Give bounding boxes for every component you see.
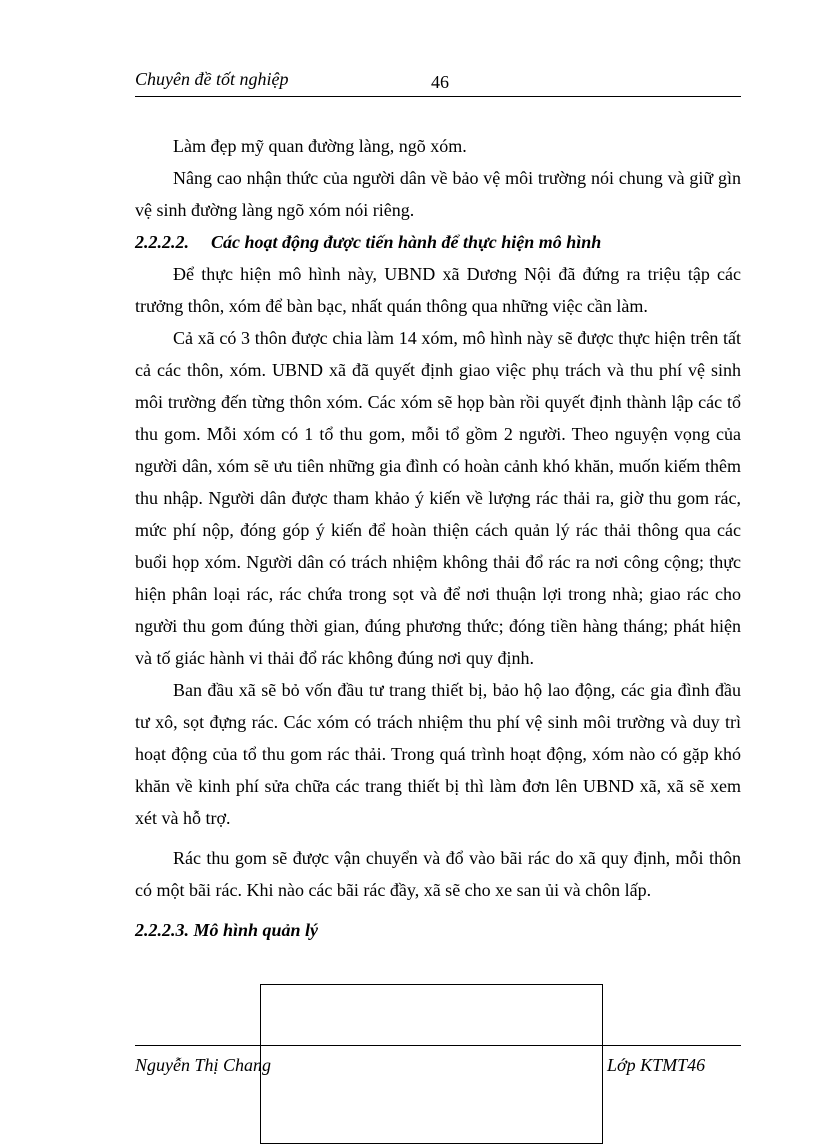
paragraph: Ban đầu xã sẽ bỏ vốn đầu tư trang thiết bị, bảo hộ lao động, các gia đình đầu tư xô, sọt đựng rác. Các xóm có trách nhiệm thu phí vệ sinh môi trường và duy trì hoạt động của tổ thu gom rác thải. Trong quá trình hoạt động, xóm nào có gặp khó khăn về kinh phí sửa chữa các trang thiết bị thì làm đơn lên UBND xã, xã sẽ xem xét và hỗ trợ. [135,680,741,828]
section-heading-2223: 2.2.2.3. Mô hình quản lý [135,920,319,940]
document-body [135,130,741,946]
footer-author: Nguyễn Thị Chang [135,1055,272,1075]
paragraph: Rác thu gom sẽ được vận chuyển và đổ vào bãi rác do xã quy định, mỗi thôn có một bãi rác. Khi nào các bãi rác đầy, xã sẽ cho xe san ủi và chôn lấp. [135,848,741,900]
section-number: 2.2.2.2. [135,232,189,252]
page-number: 46 [431,72,449,92]
footer-divider [135,1045,741,1046]
paragraph: Làm đẹp mỹ quan đường làng, ngõ xóm. [173,136,467,156]
header-title: Chuyên đề tốt nghiệp [135,69,289,89]
section-heading-2222 [135,226,741,258]
section-title: Các hoạt động được tiến hành để thực hiện mô hình [211,232,602,252]
paragraph: Để thực hiện mô hình này, UBND xã Dương Nội đã đứng ra triệu tập các trưởng thôn, xóm để bàn bạc, nhất quán thông qua những việc cần làm. [135,264,741,316]
header-divider [135,96,741,97]
paragraph: Nâng cao nhận thức của người dân về bảo vệ môi trường nói chung và giữ gìn vệ sinh đường làng ngõ xóm nói riêng. [135,168,741,220]
paragraph: Cả xã có 3 thôn được chia làm 14 xóm, mô hình này sẽ được thực hiện trên tất cả các thôn, xóm. UBND xã đã quyết định giao việc phụ trách và thu phí vệ sinh môi trường đến từng thôn xóm. Các xóm sẽ họp bàn rồi quyết định thành lập các tổ thu gom. Mỗi xóm có 1 tổ thu gom, mỗi tổ gồm 2 người. Theo nguyện vọng của người dân, xóm sẽ ưu tiên những gia đình có hoàn cảnh khó khăn, muốn kiếm thêm thu nhập. Người dân được tham khảo ý kiến về lượng rác thải ra, giờ thu gom rác, mức phí nộp, đóng góp ý kiến để hoàn thiện cách quản lý rác thải thông qua các buổi họp xóm. Người dân có trách nhiệm không thải đổ rác ra nơi công cộng; thực hiện phân loại rác, rác chứa trong sọt và để nơi thuận lợi trong nhà; giao rác cho người thu gom đúng thời gian, đúng phương thức; đóng tiền hàng tháng; phát hiện và tố giác hành vi thải đổ rác không đúng nơi quy định. [135,328,741,668]
footer-class: Lớp KTMT46 [607,1055,706,1075]
management-model-diagram-box [260,984,603,1144]
